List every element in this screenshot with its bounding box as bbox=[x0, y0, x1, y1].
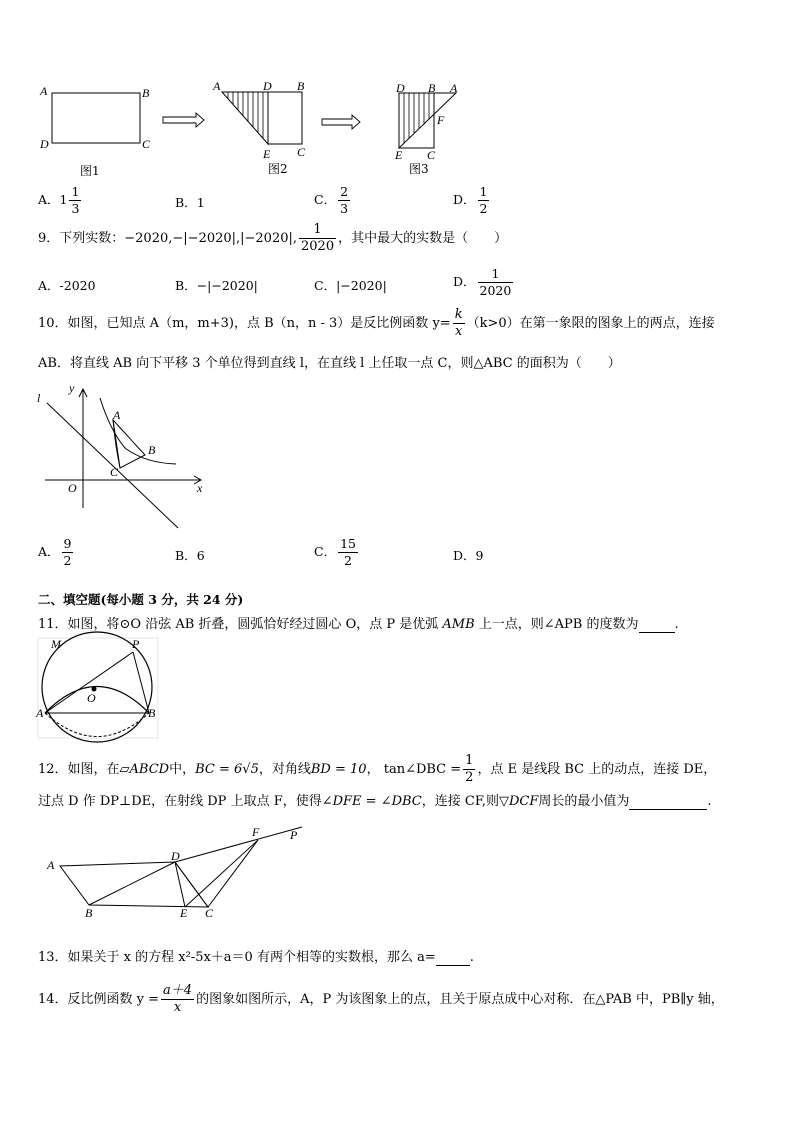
fig2-label-d: D bbox=[263, 79, 272, 93]
q12-stem-line1: 12．如图，在▱ABCD中，BC = 6√5，对角线BD = 10， tan∠DBC = $\frac{1}{2}$ ，点 E 是线段 BC 上的动点，连接 DE， bbox=[38, 753, 717, 785]
q8-option-b[interactable]: B．1 bbox=[175, 195, 205, 210]
fig2-label-a: A bbox=[213, 79, 221, 93]
section2-title: 二、填空题(每小题 3 分，共 24 分) bbox=[38, 592, 244, 607]
q12-label-b: B bbox=[85, 906, 93, 920]
fig1-label-c: C bbox=[142, 137, 151, 151]
fig3-label-f: F bbox=[437, 113, 445, 127]
q12-label-e: E bbox=[180, 906, 188, 920]
fig3-label-b: B bbox=[428, 81, 436, 95]
q11-stem: 11．如图，将⊙O 沿弦 AB 折叠，圆弧恰好经过圆心 O，点 P 是优弧 AMB 上一点，则∠APB 的度数为 . bbox=[38, 617, 679, 632]
q10-label-y: y bbox=[69, 381, 75, 395]
q10-option-c[interactable]: C． $\frac{15}{2}$ bbox=[314, 536, 356, 568]
fig1-caption: 图1 bbox=[80, 164, 100, 178]
q10-option-a[interactable]: A． $\frac{9}{2}$ bbox=[38, 536, 72, 568]
q14-stem: 14．反比例函数 y = $\frac{a+4}{x}$ 的图象如图所示，A，P 为该图象上的点，且关于原点成中心对称．在△PAB 中，PB∥y 轴， bbox=[38, 983, 724, 1015]
q12-label-a: A bbox=[47, 858, 55, 872]
q12-label-f: F bbox=[252, 825, 260, 839]
q8-option-c[interactable]: C． $\frac{2}{3}$ bbox=[314, 184, 349, 216]
q10-option-b[interactable]: B．6 bbox=[175, 548, 205, 563]
q11-label-o: O bbox=[87, 691, 96, 705]
fig2-label-b: B bbox=[297, 79, 305, 93]
fig2-caption: 图2 bbox=[268, 162, 288, 176]
q10-label-x: x bbox=[197, 481, 203, 495]
q9-option-a[interactable]: A．-2020 bbox=[38, 278, 96, 293]
q10-label-c: C bbox=[110, 465, 119, 479]
fig3-label-e: E bbox=[395, 148, 403, 162]
q8-option-d[interactable]: D． $\frac{1}{2}$ bbox=[453, 184, 488, 216]
q11-label-a: A bbox=[36, 706, 44, 720]
q12-label-p: P bbox=[290, 828, 298, 842]
q12-label-c: C bbox=[205, 906, 214, 920]
q9-option-d[interactable]: D． $\frac{1}{2020}$ bbox=[453, 266, 512, 298]
q10-label-b: B bbox=[148, 443, 156, 457]
q10-label-l: l bbox=[37, 391, 41, 405]
q8-option-a[interactable]: A．1 $\frac{1}{3}$ bbox=[38, 184, 80, 216]
q11-label-p: P bbox=[132, 637, 140, 651]
q13-answer-blank[interactable] bbox=[436, 950, 470, 966]
q10-stem-line1: 10．如图，已知点 A（m，m+3)，点 B（n，n - 3）是反比例函数 y= $\frac{k}{x}$ （k>0）在第一象限的图象上的两点，连接 bbox=[38, 307, 715, 339]
fig1-label-a: A bbox=[40, 84, 48, 98]
q12-stem-line2: 过点 D 作 DP⊥DE，在射线 DP 上取点 F，使得∠DFE = ∠DBC，连接 CF,则▽DCF周长的最小值为 . bbox=[38, 794, 712, 809]
fig1-label-b: B bbox=[142, 86, 150, 100]
q11-label-m: M bbox=[51, 637, 61, 651]
q10-option-d[interactable]: D．9 bbox=[453, 548, 484, 563]
q10-label-a: A bbox=[113, 408, 121, 422]
q10-label-o: O bbox=[68, 481, 77, 495]
q9-stem: 9．下列实数：−2020,−|−2020|,|−2020|, $\frac{1}{2020}$ ，其中最大的实数是（ ） bbox=[38, 222, 508, 254]
fig3-label-d: D bbox=[396, 81, 405, 95]
fig2-label-c: C bbox=[297, 145, 306, 159]
q9-option-c[interactable]: C．|−2020| bbox=[314, 278, 387, 293]
fig1-label-d: D bbox=[40, 137, 49, 151]
fig3-label-c: C bbox=[427, 148, 436, 162]
q11-label-b: B bbox=[148, 706, 156, 720]
q10-stem-line2: AB．将直线 AB 向下平移 3 个单位得到直线 l，在直线 l 上任取一点 C，则△ABC 的面积为（ ） bbox=[38, 356, 621, 371]
q9-option-b[interactable]: B．−|−2020| bbox=[175, 278, 258, 293]
fig2-label-e: E bbox=[263, 147, 271, 161]
fig3-label-a: A bbox=[450, 81, 458, 95]
fig3-caption: 图3 bbox=[409, 162, 429, 176]
q12-label-d: D bbox=[171, 849, 180, 863]
q13-stem: 13．如果关于 x 的方程 x²-5x＋a＝0 有两个相等的实数根，那么 a= . bbox=[38, 950, 474, 965]
